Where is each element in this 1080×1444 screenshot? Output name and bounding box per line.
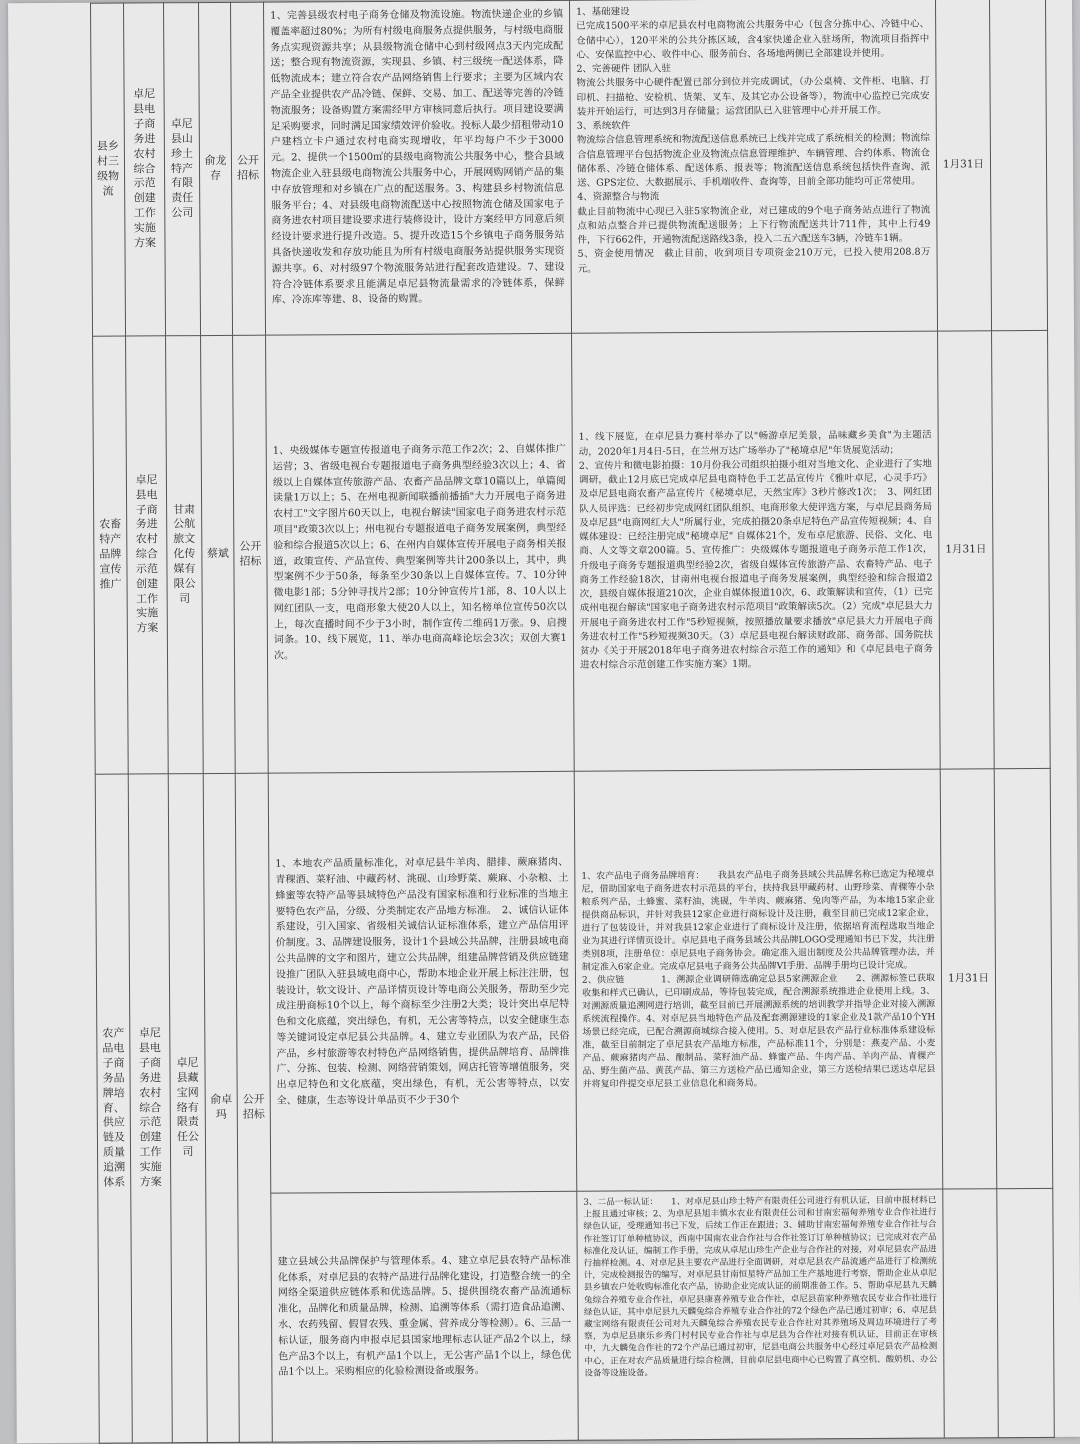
remark-cell — [994, 768, 1053, 1188]
remark-cell — [989, 0, 1047, 331]
person-cell: 俞龙存 — [199, 2, 233, 335]
method-cell: 公开招标 — [233, 335, 269, 773]
progress-cell: 1、基础建设 已完成1500平米的卓尼县农村电商物流公共服务中心（包含分拣中心、冷链中心、仓储中心），120平米的公共分拣区域，含4家快递企业入驻场所，物流项目指挥中心、安保监控中心、收件中心、服务前台、各场地两侧已全部建设并使用。 2、完善硬件 团队入驻 物流公共服务中心硬件配置已部分到位并完成调试，（办公桌椅、文件柜、电脑、打印机、扫描枪、安检机、货架、叉车、及其它办公设备等），物流中心监控已完成安装并开始运行，可达到3月存储量；运营团队已入驻管理中心并开展工作。 3、系统软件 物流综合信息管理系统和物流配送信息系统已上线并完成了系统相关的检测；物流综合信息管理平台包括物流企业及物流点信息管理维护、车辆管理、合约体系、物流仓储体系、冷链仓储体系、配送体系、报表等；物流配送信息系统包括快件查询、派送、GPS定位、大数据展示、手机端收件、查询等，目前全部功能均可正常使用。 4、资源整合与物流 截止目前物流中心现已入驻5家物流企业，对已建成的9个电子商务站点进行了物流点和站点整合并已提供物流配送服务；上下行物流配送共计711件，其中上行49件，下行662件，开通物流配送路线3条，投入二五六配送车3辆，冷链车1辆。 5、资金使用情况 截止目前，收到项目专项资金210万元，已投入使用208.8万元。 — [570, 0, 938, 333]
table-row — [95, 768, 1053, 1194]
company-cell: 甘肃公航旅文化传媒有限公司 — [166, 336, 204, 774]
category-cell: 县乡村三级物流 — [91, 3, 126, 336]
date-cell-continued — [943, 1189, 999, 1438]
content-cell: 1、央级媒体专题宣传报道电子商务示范工作2次；2、自媒体推广运营；3、省级电视台专题报道电子商务典型经验3次以上；4、省级以上自媒体宣传旅游产品、农畜产品品牌文章10篇以上，单篇阅读量1万以上；5、在州电视新闻联播前播插"大力开展电子商务进农村工"文字图片60天以上，电视台解读"国家电子商务进农村示范项目"政策3次以上；州电视台专题报道电子商务发展案例，典型经验和综合报道5次以上；6、在州内自媒体宣传开展电子商务相关报道，政策宣传、产品宣传、典型案例等共计200条以上，其中，典型案例不少于50条，每条至少30条以上自媒体宣传。7、10分钟微电影1部；5分钟寻找片2部；10分钟宣传片1部，8、10人以上网红团队一支，电商形象大使20人以上，知名榜单位宣传50次以上，每次直播时间不少于3小时，制作宣传二维码1万张。9、启搜词条。10、线下展览，11、举办电商高峰论坛会3次；双创大赛1次。 — [266, 333, 575, 773]
progress-cell: 1、线下展览，在卓尼县力赛村举办了以"畅游卓尼美景，品味藏乡美食"为主题活动，2020年1月4日-5日，在兰州万达广场举办了"秘境卓尼"年货展览活动； 2、宣传片和微电影拍摄：10月份我公司组织拍摄小组对当地文化、企业进行了实地调研，截止12月底已完成卓尼县电商特色手工艺品宣传片《雅叶卓尼，心灵手巧》及卓尼县电商农畜产品宣传片《秘境卓尼，天然宝库》3秒片修改1次； 3、网红团队人员评选：已经初步完成网红团队组织、电商形象大使评选方案，与卓尼县商务局及卓尼县"电商网红大人"所属行业，完成拍摄20条卓尼特色产品宣传短视频；4、自媒体建设：已经注册完成"秘境卓尼" 自媒体21个，发布卓尼旅游、民俗、文化、电商、人文等文章200篇。5、宣传推广：央级媒体专题报道电子商务示范工作1次，升级电子商务专题报道典型经验2次，省级自媒体宣传旅游产品、农畜特产品、电子商务工作经验18次，甘南州电视台报道电子商务发展案例，典型经验和综合报道2次，县级自媒体报道210次，企业自媒体报道10次，6、政策解读和宣传，（1）已完成州电视台解读"国家电子商务进农村示范项目"政策解读5次。（2）完成"卓尼县大力开展电子商务进农村工作"5秒短视频，按照播放量要求播放"卓尼县大力开展电子商务进农村工作"5秒短视频30天。（3）卓尼县电视台解读财政部、商务部、国务院扶贫办《关于开展2018年电子商务进农村综合示范工作的通知》和《卓尼县电子商务进农村综合示范创建工作实施方案》1期。 — [572, 331, 941, 771]
date-cell: 1月31日 — [938, 331, 995, 769]
project-cell: 卓尼县电子商务进农村综合示范创建工作实施方案 — [124, 3, 166, 336]
table-row — [91, 0, 1048, 336]
project-cell: 卓尼县电子商务进农村综合示范创建工作实施方案 — [126, 336, 169, 774]
category-cell: 农畜特产品牌宣传推广 — [93, 336, 129, 774]
progress-cell: 1、农产品电子商务品牌培育： 我县农产品电子商务县域公共品牌名称已选定为秘境卓尼，借助国家电子商务进农村示范县的平台，扶持我县甲藏药材、山野珍菜、青稞等小杂粮系列产品，土蜂蜜、菜籽油，洮砚，牛羊肉、蕨麻猪、兔肉等产品，为本地15家企业提供商品标识，并针对我县12家企业进行商标设计及注册，截至目前已完成12家企业，进行了包装设计，并对我县12家企业进行了商标设计及注册，依据培育流程选取当地企业为其进行详情页设计。卓尼县电子商务县域公共品牌LOGO受理通知书已下发，共注册类别8项，注册单位：卓尼县电子商务协会。确定准入退出制度及公共品牌管理办法，并制定准入6家企业。完成卓尼县电子商务公共品牌VI手册、品牌手册均已设计完成。 2、供应链 1、溯源企业调研筛选确定总县5家溯源企业 2、溯源标签已获取收集和样式已确认，已印刷成品，等待包装完成，配合溯源系统推进企业使用上线。3、对溯源质量追溯网进行培训，截至目前已开展溯源系统的培训教学并指导企业对接入溯源系统流程操作。4、对卓尼县当地特色产品及配套溯源建设的1家企业及1款产品10个YH场景已经完成，已配合溯源商城综合接入使用。5、对卓尼县农产品行业标准体系建设标准，截至目前制定了卓尼县农产品地方标准，产品标准11个，分别是：燕麦产品、小麦产品、蕨麻猪肉产品、酿制品、菜籽油产品、蜂蜜产品、牛肉产品、羊肉产品、青稞产品、野生菌产品、黄芪产品、第三方送检产品已通知企业，第三方送检结果已送达卓尼县并将复印件提交卓尼县工业信息化和商务局。 — [574, 769, 943, 1191]
document-sheet — [8, 0, 1080, 1443]
category-cell: 农产品电子商务品牌培育、供应链及质量追溯体系 — [95, 774, 132, 1443]
person-cell: 俞卓玛 — [203, 773, 239, 1442]
date-cell: 1月31日 — [940, 769, 997, 1189]
project-cell: 卓尼县电子商务进农村综合示范创建工作实施方案 — [128, 774, 172, 1443]
project-table — [90, 0, 1055, 1444]
person-cell: 蔡斌 — [201, 335, 236, 773]
content-cell-continued: 建立县域公共品牌保护与管理体系。4、建立卓尼县农特产品标准化体系，对卓尼县的农特产品进行品牌化建设，打造整合统一的全网络全渠道供应链体系和优选品牌。5、提供围绕农畜产品流通标准化，品牌化和质量品牌，检测、追溯等体系（需打造食品追溯、水、农药残留、假冒农残、重金属、营养成分等检测）。6、三品一标认证，服务商内申报卓尼县国家地理标志认证产品2个以上，绿色产品3个以上，有机产品1个以上，无公害产品1个以上，绿色优品1个以上。采购相应的化验检测设备或服务。 — [271, 1191, 579, 1442]
table-row — [93, 330, 1051, 774]
method-cell: 公开招标 — [231, 2, 266, 335]
remark-cell — [992, 330, 1051, 768]
content-cell: 1、完善县级农村电子商务仓储及物流设施。物流快递企业的乡镇覆盖率超过80%；为所有村级电商服务点提供服务，与村级电商服务点实现资源共享；从县级物流仓储中心到村级网点3天内完成配送；整合现有物流资源，实现县、乡镇、村三级统一配送体系，降低物流成本；建立符合农产品网络销售上行要求；主要为区域内农产品全业提供农产品冷链、保鲜、交易、加工、配送等完善的冷链物流服务；设备购置方案需经甲方审核同意后执行。项目建设要满足采购要求，同时满足国家绩效评价验收。投标人最少招租带动10户建档立卡户通过农村电商实现增收，年平均每户不少于3000元。2、提供一个1500㎡的县级电商物流公共服务中心，整合县域物流企业入驻县级电商物流公共服务中心，开展网购网销产品的集中存放管理和对乡镇在广点的配送服务。3、构建县乡村物流信息服务平台；4、对县级电商物流配送中心按照物流仓储及国家电子商务进农村项目建设要求进行装修设计，设计方案经甲方同意后须经设计要求进行提升改造。5、提升改造15个乡镇电子商务服务站具备快递收发和存放功能且为所有村级电商服务站提供服务实现资源共享。6、对村级97个物流服务站进行配套改造建设。7、建设符合冷链体系要求且能满足卓尼县物流量需求的冷链体系，保鲜库、冷冻库等建、8、设备的购置。 — [264, 0, 572, 335]
date-cell: 1月31日 — [935, 0, 991, 331]
content-cell: 1、本地农产品质量标准化，对卓尼县牛羊肉、腊排、蕨麻猪肉、青稞酒、菜籽油、中藏药材、洮砚、山珍野菜、蕨麻、小杂粮、土蜂蜜等农特产品等县域特色产品没有国家标准和行业标准的当地主要特色农产品，分级、分类制定农产品地方标准。 2、诚信认证体系建设，引入国家、省级相关诚信认证标准体系，建立产品信用评价制度。3、品牌建设服务，设计1个县域公共品牌，注册县域电商公共品牌的文字和图片，建立公共品牌，组建品牌营销及供应链建设推广团队入驻县域电商中心，帮助本地企业开展上标注注册，包装设计，软文设计、产品详情页设计等电商公关服务，帮助至少完成注册商标10个以上，每个商标至少注册2大类；设计突出卓尼特色和文化底蕴，突出绿色，有机，无公害等特点，以安全健康生态等关键词设定卓尼县公共品牌。4、建立专业团队为农产品，民俗产品，乡村旅游等农村特色产品网络销售，提供品牌培育、品牌推广、分拣、包装、检测、网络营销策划，网店托管等增值服务，突出卓尼特色和文化底蕴，突出绿色，有机，无公害等特点，以安全、健康，生态等设计单品页不少于30个 — [268, 771, 577, 1193]
company-cell: 卓尼县藏宝网络有限责任公司 — [168, 774, 207, 1443]
progress-cell-continued: 3、二品一标认证： 1、对卓尼县山珍土特产有限责任公司进行有机认证，目前申报材料已上报且通过审核；2、为卓尼县旭丰慎水农业有限责任公司和甘南宏福甸养殖专业合作社进行绿色认证，受理通知书已下发，后续工作正在跟进；3、辅助甘南宏福甸养殖专业合作社与合作社签订订单种植协议，西南中国南农业合作社与合作社签订订单种植协议；已完成对农产品标准化及认证，编制工作手册，完成从卓尼山珍生产企业与合作社的对接，对卓尼县农产品进行抽样检测。4、对卓尼县主要农产品进行全面调研，对卓尼县农产品流通产品进行了检测统计，完成检测报告的编写，对卓尼县甘南恒星特产品加工生产基地进行考察，帮助企业从卓尼县乡镇农户处收购标准化农产品，协助企业完成认证的前期准备工作。5、帮助卓尼县九天麟兔综合养殖专业合作社，卓尼县康喜养殖专业合作社，卓尼县苗家种养殖农民专业合作社进行绿色认证，其中卓尼县九天麟兔综合养殖专业合作社的72个绿色产品已通过初审；6、卓尼县藏宝网络有限责任公司对九天麟兔综合养殖农民专业合作社对其养殖场及周边环境进行了考察，为卓尼县康乐乡秀门村村民专业合作社与卓尼县为合作社对接有机认证，目前正在审核中，九大麟兔合作社的72个产品已通过初审，尼县电商公共服务中心经过卓尼县农产品检测中心，正在对农产品质量进行综合检测，目前卓尼县电商中心已购置了真空机、酸奶机、办公设备等设施设备。 — [577, 1189, 945, 1440]
company-cell: 卓尼县山珍土特产有限责任公司 — [164, 3, 201, 336]
remark-cell-continued — [997, 1188, 1055, 1437]
method-cell: 公开招标 — [235, 773, 272, 1442]
